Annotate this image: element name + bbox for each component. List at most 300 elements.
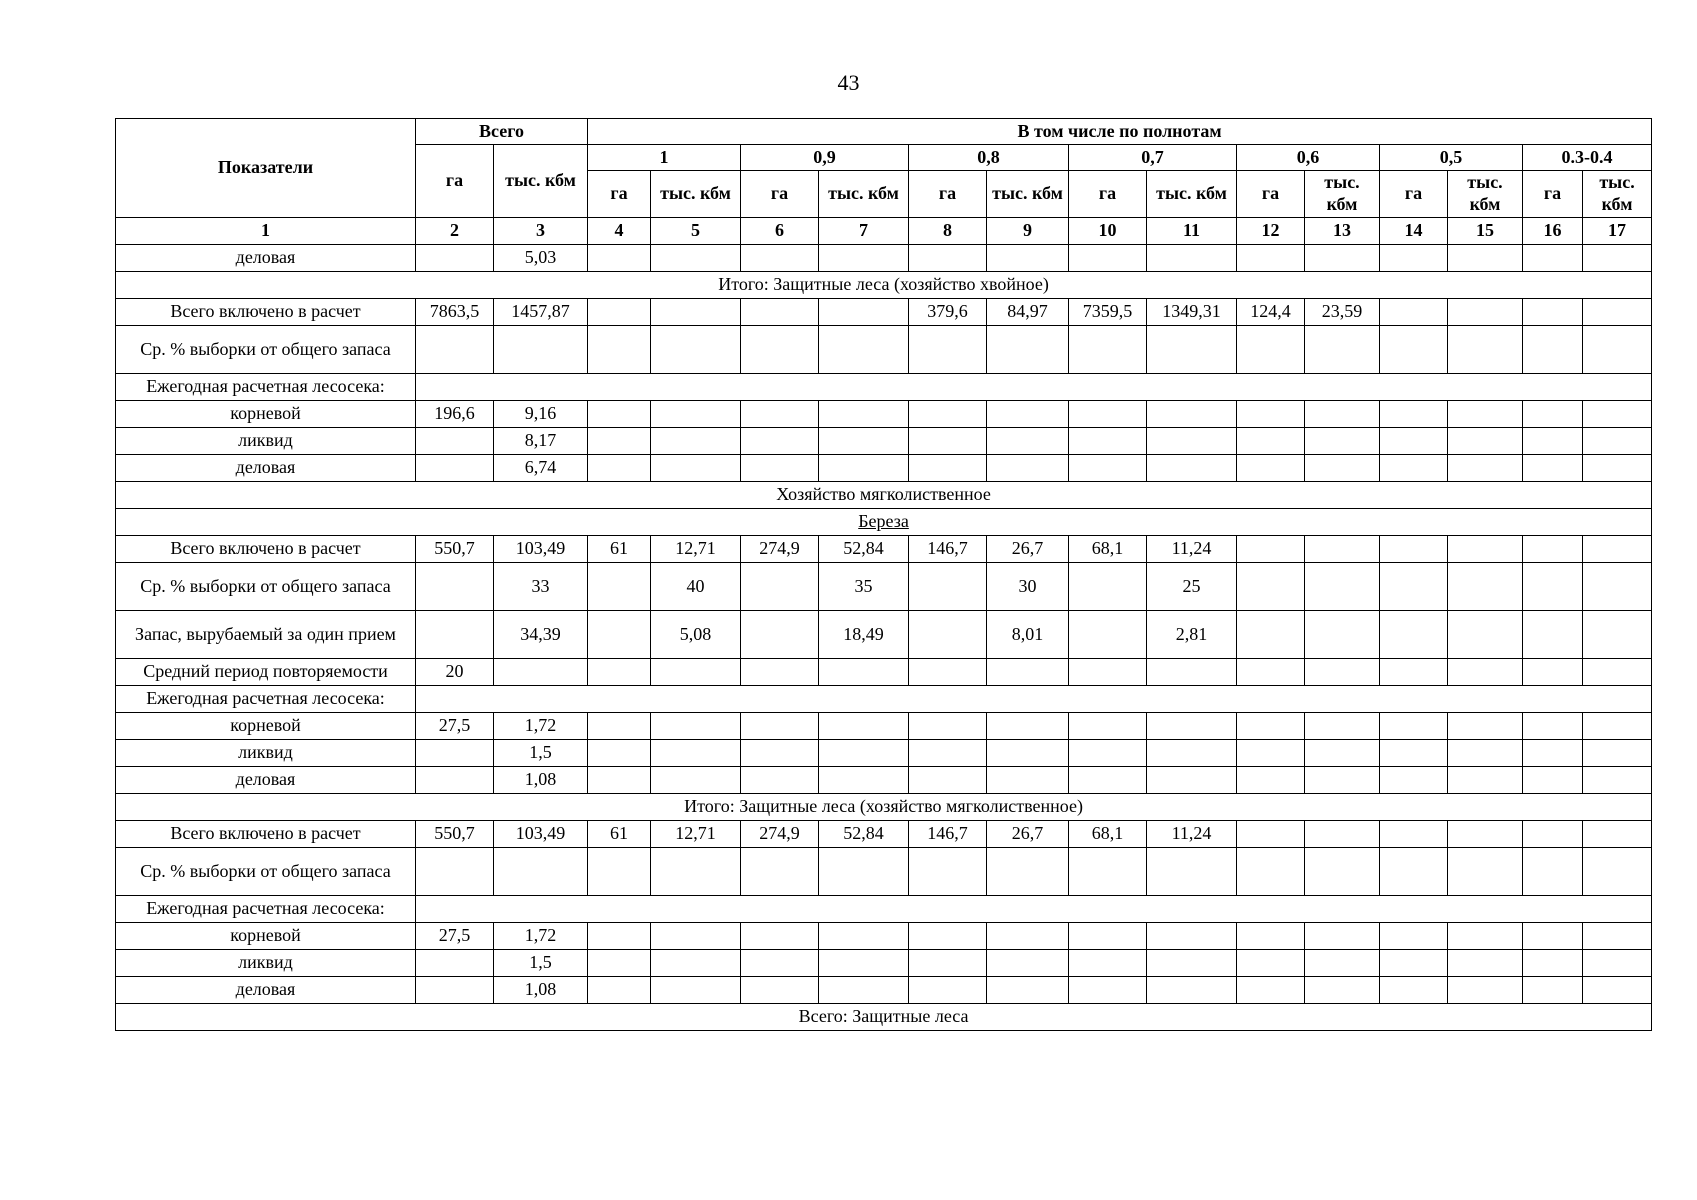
table-cell bbox=[1583, 767, 1652, 794]
table-cell: 5,08 bbox=[651, 611, 741, 659]
table-row bbox=[116, 326, 1652, 374]
column-number: 12 bbox=[1237, 218, 1305, 245]
table-cell bbox=[1523, 455, 1583, 482]
table-row bbox=[116, 767, 1652, 794]
header-total: Всего bbox=[416, 119, 588, 145]
table-cell: 550,7 bbox=[416, 536, 494, 563]
table-cell bbox=[741, 401, 819, 428]
table-cell: 7359,5 bbox=[1069, 299, 1147, 326]
table-cell bbox=[909, 740, 987, 767]
header-unit-ha: га bbox=[588, 171, 651, 218]
table-cell bbox=[494, 326, 588, 374]
table-cell bbox=[1380, 821, 1448, 848]
table-cell bbox=[1380, 326, 1448, 374]
section-title-text: Итого: Защитные леса (хозяйство хвойное) bbox=[718, 274, 1049, 295]
table-cell bbox=[588, 848, 651, 896]
table-cell bbox=[1583, 299, 1652, 326]
table-cell bbox=[1147, 767, 1237, 794]
section-title bbox=[116, 509, 1652, 536]
table-cell bbox=[741, 767, 819, 794]
table-cell bbox=[651, 401, 741, 428]
table-cell bbox=[1523, 563, 1583, 611]
table-row bbox=[116, 245, 1652, 272]
table-cell bbox=[1448, 821, 1523, 848]
table-cell bbox=[1305, 455, 1380, 482]
table-cell bbox=[588, 326, 651, 374]
table-cell bbox=[651, 455, 741, 482]
table-cell bbox=[1069, 848, 1147, 896]
table-cell bbox=[588, 401, 651, 428]
row-label: Средний период повторяемости bbox=[116, 659, 416, 686]
table-cell bbox=[416, 611, 494, 659]
table-cell bbox=[741, 659, 819, 686]
table-cell bbox=[987, 245, 1069, 272]
table-cell bbox=[588, 740, 651, 767]
table-cell bbox=[909, 611, 987, 659]
table-cell bbox=[1147, 923, 1237, 950]
header-unit-ha: га bbox=[741, 171, 819, 218]
header-density: 0,5 bbox=[1380, 145, 1523, 171]
column-number: 7 bbox=[819, 218, 909, 245]
table-cell: 1457,87 bbox=[494, 299, 588, 326]
table-cell bbox=[1583, 455, 1652, 482]
table-cell: 1,08 bbox=[494, 977, 588, 1004]
table-cell bbox=[1147, 401, 1237, 428]
column-number: 8 bbox=[909, 218, 987, 245]
table-row bbox=[116, 611, 1652, 659]
empty-span-cell bbox=[416, 896, 1652, 923]
table-cell: 5,03 bbox=[494, 245, 588, 272]
table-cell bbox=[1448, 767, 1523, 794]
column-number: 9 bbox=[987, 218, 1069, 245]
table-cell bbox=[819, 659, 909, 686]
row-label: ликвид bbox=[116, 428, 416, 455]
table-cell bbox=[1380, 659, 1448, 686]
table-cell bbox=[1448, 563, 1523, 611]
row-label: Ср. % выборки от общего запаса bbox=[116, 848, 416, 896]
table-cell: 1,5 bbox=[494, 740, 588, 767]
table-cell bbox=[588, 563, 651, 611]
table-cell bbox=[1237, 950, 1305, 977]
table-cell bbox=[1237, 245, 1305, 272]
header-density: 0,8 bbox=[909, 145, 1069, 171]
column-number: 15 bbox=[1448, 218, 1523, 245]
header-total-volume: тыс. кбм bbox=[494, 145, 588, 218]
table-cell bbox=[909, 245, 987, 272]
table-cell: 27,5 bbox=[416, 923, 494, 950]
table-cell bbox=[1523, 611, 1583, 659]
table-cell bbox=[1380, 428, 1448, 455]
table-cell bbox=[1305, 713, 1380, 740]
header-density: 0,7 bbox=[1069, 145, 1237, 171]
table-cell: 25 bbox=[1147, 563, 1237, 611]
table-cell bbox=[1069, 245, 1147, 272]
table-cell bbox=[416, 848, 494, 896]
table-cell bbox=[987, 740, 1069, 767]
table-cell bbox=[819, 455, 909, 482]
table-cell: 379,6 bbox=[909, 299, 987, 326]
table-cell bbox=[588, 299, 651, 326]
table-cell bbox=[1147, 659, 1237, 686]
table-cell bbox=[1237, 977, 1305, 1004]
row-label: Ежегодная расчетная лесосека: bbox=[116, 686, 416, 713]
table-cell bbox=[1380, 245, 1448, 272]
table-cell bbox=[819, 767, 909, 794]
table-cell bbox=[1448, 536, 1523, 563]
table-cell: 7863,5 bbox=[416, 299, 494, 326]
table-cell bbox=[1523, 326, 1583, 374]
table-cell bbox=[588, 713, 651, 740]
table-cell bbox=[416, 326, 494, 374]
table-cell bbox=[1237, 713, 1305, 740]
table-cell bbox=[1305, 563, 1380, 611]
header-unit-ha: га bbox=[1523, 171, 1583, 218]
table-cell bbox=[1305, 740, 1380, 767]
table-cell bbox=[651, 950, 741, 977]
table-cell bbox=[1583, 563, 1652, 611]
table-cell bbox=[1583, 401, 1652, 428]
table-cell bbox=[1523, 299, 1583, 326]
table-cell bbox=[1305, 659, 1380, 686]
table-cell bbox=[1305, 428, 1380, 455]
header-by-density: В том числе по полнотам bbox=[588, 119, 1652, 145]
column-number: 14 bbox=[1380, 218, 1448, 245]
table-cell bbox=[741, 611, 819, 659]
table-cell bbox=[1305, 536, 1380, 563]
table-row bbox=[116, 821, 1652, 848]
table-cell bbox=[1448, 740, 1523, 767]
table-cell bbox=[1069, 977, 1147, 1004]
row-label: Всего включено в расчет bbox=[116, 536, 416, 563]
table-cell bbox=[1237, 455, 1305, 482]
table-row bbox=[116, 401, 1652, 428]
header-unit-volume: тыс. кбм bbox=[1305, 171, 1380, 218]
table-cell bbox=[588, 611, 651, 659]
table-cell bbox=[1583, 326, 1652, 374]
table-cell bbox=[1147, 428, 1237, 455]
table-cell bbox=[909, 428, 987, 455]
table-cell bbox=[987, 401, 1069, 428]
table-cell bbox=[987, 923, 1069, 950]
table-cell bbox=[819, 713, 909, 740]
header-unit-ha: га bbox=[1069, 171, 1147, 218]
table-cell: 52,84 bbox=[819, 536, 909, 563]
table-cell bbox=[1448, 401, 1523, 428]
table-cell: 8,17 bbox=[494, 428, 588, 455]
forest-report-table bbox=[115, 118, 1652, 1031]
table-cell bbox=[1305, 767, 1380, 794]
table-cell: 84,97 bbox=[987, 299, 1069, 326]
table-cell: 33 bbox=[494, 563, 588, 611]
table-cell bbox=[1069, 428, 1147, 455]
table-cell: 1,5 bbox=[494, 950, 588, 977]
table-cell bbox=[1305, 245, 1380, 272]
table-cell bbox=[1523, 659, 1583, 686]
section-title bbox=[116, 272, 1652, 299]
table-cell bbox=[819, 326, 909, 374]
table-cell bbox=[1069, 401, 1147, 428]
row-label: Ср. % выборки от общего запаса bbox=[116, 563, 416, 611]
header-row-1 bbox=[116, 119, 1652, 145]
header-unit-volume: тыс. кбм bbox=[819, 171, 909, 218]
header-unit-ha: га bbox=[1380, 171, 1448, 218]
table-cell bbox=[1523, 713, 1583, 740]
row-label: корневой bbox=[116, 401, 416, 428]
section-title-text: Итого: Защитные леса (хозяйство мягколиственное) bbox=[684, 796, 1083, 817]
row-label: Ежегодная расчетная лесосека: bbox=[116, 374, 416, 401]
table-cell bbox=[494, 659, 588, 686]
section-title bbox=[116, 1004, 1652, 1031]
column-number: 17 bbox=[1583, 218, 1652, 245]
section-header-row bbox=[116, 509, 1652, 536]
table-cell: 124,4 bbox=[1237, 299, 1305, 326]
table-cell: 23,59 bbox=[1305, 299, 1380, 326]
table-cell bbox=[651, 767, 741, 794]
table-cell bbox=[1583, 245, 1652, 272]
table-body bbox=[116, 119, 1652, 1031]
table-cell bbox=[987, 950, 1069, 977]
table-cell bbox=[1147, 326, 1237, 374]
table-cell bbox=[1237, 740, 1305, 767]
table-cell bbox=[741, 455, 819, 482]
table-cell bbox=[741, 977, 819, 1004]
table-cell: 30 bbox=[987, 563, 1069, 611]
table-cell bbox=[1523, 848, 1583, 896]
row-label: Всего включено в расчет bbox=[116, 821, 416, 848]
table-cell bbox=[909, 923, 987, 950]
table-cell: 103,49 bbox=[494, 821, 588, 848]
table-cell bbox=[1523, 245, 1583, 272]
column-number: 13 bbox=[1305, 218, 1380, 245]
header-unit-volume: тыс. кбм bbox=[987, 171, 1069, 218]
table-cell bbox=[1305, 821, 1380, 848]
header-unit-volume: тыс. кбм bbox=[651, 171, 741, 218]
table-row bbox=[116, 563, 1652, 611]
table-cell bbox=[987, 659, 1069, 686]
table-cell bbox=[1237, 923, 1305, 950]
column-number: 1 bbox=[116, 218, 416, 245]
subheading-row bbox=[116, 896, 1652, 923]
table-cell bbox=[1380, 536, 1448, 563]
table-cell: 68,1 bbox=[1069, 821, 1147, 848]
table-cell bbox=[1305, 401, 1380, 428]
row-label: Всего включено в расчет bbox=[116, 299, 416, 326]
table-cell bbox=[416, 245, 494, 272]
table-cell bbox=[1380, 713, 1448, 740]
table-cell bbox=[909, 767, 987, 794]
table-cell bbox=[1523, 740, 1583, 767]
table-cell bbox=[588, 977, 651, 1004]
table-cell bbox=[741, 326, 819, 374]
table-cell bbox=[819, 428, 909, 455]
table-row bbox=[116, 455, 1652, 482]
table-cell bbox=[1147, 977, 1237, 1004]
table-cell: 1349,31 bbox=[1147, 299, 1237, 326]
section-title bbox=[116, 794, 1652, 821]
column-number: 5 bbox=[651, 218, 741, 245]
table-cell bbox=[651, 713, 741, 740]
header-total-ha: га bbox=[416, 145, 494, 218]
table-cell: 103,49 bbox=[494, 536, 588, 563]
header-density: 0,9 bbox=[741, 145, 909, 171]
row-label: корневой bbox=[116, 923, 416, 950]
table-cell: 26,7 bbox=[987, 536, 1069, 563]
section-header-row bbox=[116, 794, 1652, 821]
table-cell bbox=[1523, 767, 1583, 794]
table-cell bbox=[1069, 923, 1147, 950]
table-cell bbox=[819, 848, 909, 896]
table-cell bbox=[1523, 428, 1583, 455]
table-cell bbox=[416, 977, 494, 1004]
table-cell bbox=[987, 767, 1069, 794]
table-cell: 18,49 bbox=[819, 611, 909, 659]
table-cell: 1,72 bbox=[494, 923, 588, 950]
table-cell: 11,24 bbox=[1147, 536, 1237, 563]
table-cell bbox=[588, 245, 651, 272]
table-cell: 196,6 bbox=[416, 401, 494, 428]
table-row bbox=[116, 950, 1652, 977]
row-label: деловая bbox=[116, 767, 416, 794]
table-cell bbox=[1237, 767, 1305, 794]
table-cell: 11,24 bbox=[1147, 821, 1237, 848]
table-cell bbox=[819, 977, 909, 1004]
section-header-row bbox=[116, 482, 1652, 509]
table-cell bbox=[741, 245, 819, 272]
table-cell bbox=[1147, 455, 1237, 482]
table-cell bbox=[1147, 848, 1237, 896]
section-title bbox=[116, 482, 1652, 509]
table-cell bbox=[819, 740, 909, 767]
table-cell bbox=[1583, 611, 1652, 659]
table-cell: 550,7 bbox=[416, 821, 494, 848]
table-cell bbox=[1237, 536, 1305, 563]
table-cell bbox=[1380, 611, 1448, 659]
table-cell bbox=[1523, 536, 1583, 563]
table-cell bbox=[741, 923, 819, 950]
table-cell: 20 bbox=[416, 659, 494, 686]
table-cell bbox=[416, 740, 494, 767]
table-cell bbox=[741, 428, 819, 455]
table-cell bbox=[819, 401, 909, 428]
section-header-row bbox=[116, 272, 1652, 299]
table-cell bbox=[1523, 923, 1583, 950]
table-cell bbox=[416, 767, 494, 794]
table-row bbox=[116, 740, 1652, 767]
table-cell: 61 bbox=[588, 536, 651, 563]
table-cell: 9,16 bbox=[494, 401, 588, 428]
table-cell bbox=[1069, 659, 1147, 686]
table-cell bbox=[1583, 977, 1652, 1004]
table-cell bbox=[819, 950, 909, 977]
table-cell: 68,1 bbox=[1069, 536, 1147, 563]
table-cell bbox=[1448, 713, 1523, 740]
table-cell bbox=[416, 455, 494, 482]
table-row bbox=[116, 536, 1652, 563]
row-label: ликвид bbox=[116, 950, 416, 977]
table-cell bbox=[1069, 950, 1147, 977]
table-cell: 26,7 bbox=[987, 821, 1069, 848]
subheading-row bbox=[116, 686, 1652, 713]
table-row bbox=[116, 713, 1652, 740]
table-cell bbox=[1448, 455, 1523, 482]
table-cell bbox=[1448, 848, 1523, 896]
table-cell bbox=[1147, 740, 1237, 767]
table-cell bbox=[1237, 428, 1305, 455]
section-header-row bbox=[116, 1004, 1652, 1031]
table-cell bbox=[1237, 848, 1305, 896]
table-cell bbox=[909, 455, 987, 482]
table-cell bbox=[651, 977, 741, 1004]
table-cell bbox=[1523, 950, 1583, 977]
table-cell bbox=[1147, 245, 1237, 272]
table-cell bbox=[1069, 713, 1147, 740]
table-cell bbox=[1448, 977, 1523, 1004]
table-cell: 2,81 bbox=[1147, 611, 1237, 659]
table-cell bbox=[651, 326, 741, 374]
table-cell bbox=[1380, 848, 1448, 896]
table-cell bbox=[909, 713, 987, 740]
table-cell: 274,9 bbox=[741, 821, 819, 848]
table-cell bbox=[1523, 977, 1583, 1004]
table-row bbox=[116, 428, 1652, 455]
table-cell bbox=[1069, 326, 1147, 374]
section-title-text: Всего: Защитные леса bbox=[798, 1006, 969, 1027]
table-cell bbox=[1380, 455, 1448, 482]
table-cell bbox=[1583, 659, 1652, 686]
table-cell bbox=[1583, 536, 1652, 563]
table-cell: 12,71 bbox=[651, 821, 741, 848]
table-cell bbox=[651, 245, 741, 272]
table-cell bbox=[1523, 401, 1583, 428]
table-cell: 35 bbox=[819, 563, 909, 611]
row-label: ликвид bbox=[116, 740, 416, 767]
table-cell bbox=[909, 401, 987, 428]
table-cell bbox=[987, 713, 1069, 740]
table-cell bbox=[1583, 740, 1652, 767]
table-cell bbox=[1583, 950, 1652, 977]
header-density: 0,6 bbox=[1237, 145, 1380, 171]
table-cell bbox=[1069, 767, 1147, 794]
table-cell: 40 bbox=[651, 563, 741, 611]
table-cell bbox=[1583, 821, 1652, 848]
empty-span-cell bbox=[416, 374, 1652, 401]
table-cell bbox=[987, 977, 1069, 1004]
column-number: 11 bbox=[1147, 218, 1237, 245]
table-cell bbox=[1147, 950, 1237, 977]
table-cell: 61 bbox=[588, 821, 651, 848]
table-cell bbox=[651, 659, 741, 686]
table-cell bbox=[494, 848, 588, 896]
table-cell: 1,08 bbox=[494, 767, 588, 794]
table-cell: 27,5 bbox=[416, 713, 494, 740]
table-cell bbox=[1380, 767, 1448, 794]
table-cell bbox=[1583, 713, 1652, 740]
table-cell bbox=[1583, 428, 1652, 455]
table-cell bbox=[909, 848, 987, 896]
table-cell bbox=[1583, 923, 1652, 950]
table-cell bbox=[1448, 428, 1523, 455]
header-unit-volume: тыс. кбм bbox=[1147, 171, 1237, 218]
table-cell: 1,72 bbox=[494, 713, 588, 740]
subheading-row bbox=[116, 374, 1652, 401]
table-cell: 8,01 bbox=[987, 611, 1069, 659]
table-cell bbox=[1237, 611, 1305, 659]
table-cell bbox=[1305, 848, 1380, 896]
header-unit-ha: га bbox=[1237, 171, 1305, 218]
table-cell bbox=[588, 923, 651, 950]
table-cell bbox=[651, 299, 741, 326]
header-unit-ha: га bbox=[909, 171, 987, 218]
